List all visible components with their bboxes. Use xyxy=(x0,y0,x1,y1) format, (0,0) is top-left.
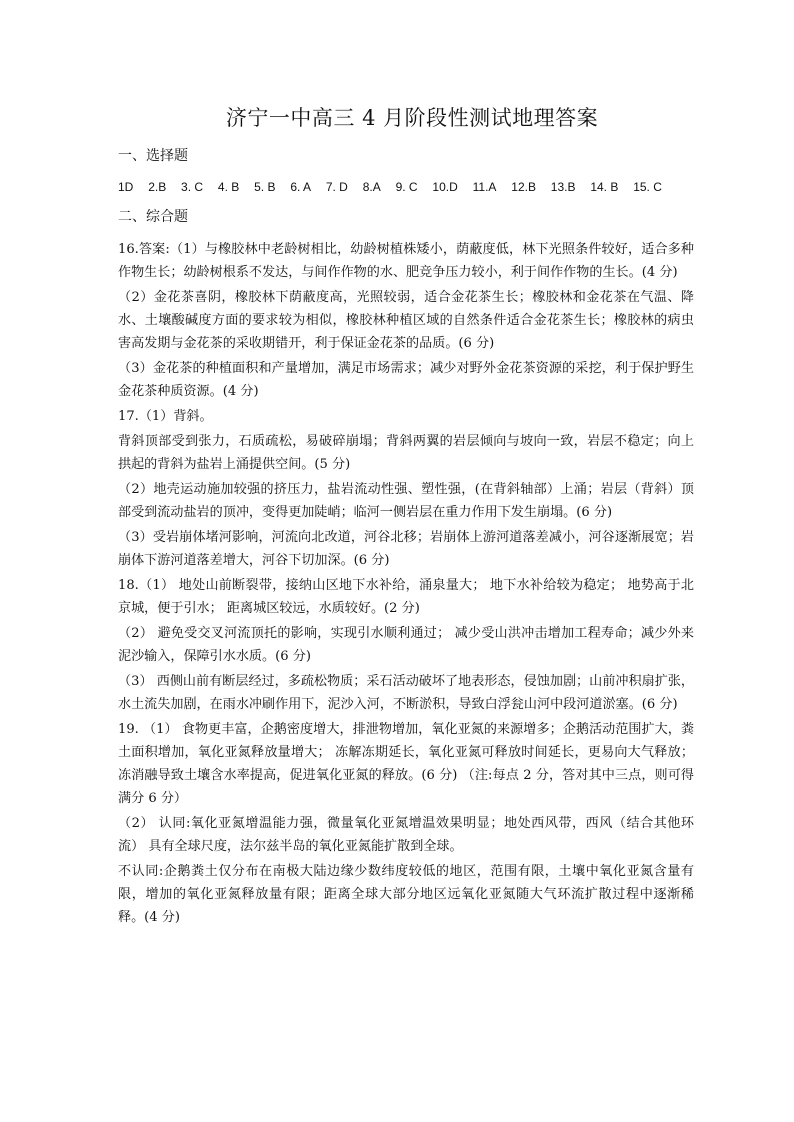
answer-paragraph: 不认同:企鹅粪土仅分布在南极大陆边缘少数纬度较低的地区，范围有限，土壤中氧化亚氮含量有限，增加的氧化亚氮释放量有限；距离全球大部分地区远氧化亚氮随大气环流扩散过程中逐渐稀释。(4 分) xyxy=(118,864,694,925)
mc-answer: 7. D xyxy=(325,180,348,194)
answer-paragraph: （2）金花茶喜阴，橡胶林下荫蔽度高，光照较弱，适合金花茶生长；橡胶林和金花茶在气温、降水、土壤酸碱度方面的要求较为相似，橡胶林种植区域的自然条件适合金花茶生长；橡胶林的病虫害高发期与金花茶的采收期错开，利于保证金花茶的品质。(6 分) xyxy=(118,290,694,351)
mc-answer: 2.B xyxy=(148,180,167,194)
mc-answer: 10.D xyxy=(432,180,458,194)
mc-answer: 3. C xyxy=(181,180,204,194)
mc-answer: 11.A xyxy=(472,180,497,194)
mc-answer: 4. B xyxy=(217,180,240,194)
answer-paragraph: （2） 避免受交叉河流顶托的影响，实现引水顺利通过； 减少受山洪冲击增加工程寿命；减少外来泥沙输入，保障引水水质。(6 分) xyxy=(118,626,694,664)
section-heading-comprehensive: 二、综合题 xyxy=(118,209,188,225)
answer-paragraph: 17.（1）背斜。 xyxy=(118,409,213,424)
answer-paragraph: （2） 认同:氧化亚氮增温能力强，微量氧化亚氮增温效果明显；地处西风带，西风（结合其他环流） 具有全球尺度，法尔兹半岛的氧化亚氮能扩散到全球。 xyxy=(118,816,694,854)
answer-paragraph: 19. （1） 食物更丰富，企鹅密度增大，排泄物增加，氧化亚氮的来源增多；企鹅活动范围扩大，粪土面积增加，氧化亚氮释放量增大； 冻解冻期延长，氧化亚氮可释放时间延长，更易向大气释放； 冻消融导致土壤含水率提高，促进氧化亚氮的释放。(6 分) （注:每点 2 分，答对其中三点，则可得满分 6 分） xyxy=(118,722,694,806)
mc-answer: 6. A xyxy=(290,180,311,194)
answer-paragraph: 16.答案:（1）与橡胶林中老龄树相比，幼龄树植株矮小，荫蔽度低，林下光照条件较好，适合多种作物生长；幼龄树根系不发达，与间作作物的水、肥竞争压力较小，利于间作作物的生长。(4 分) xyxy=(118,242,694,280)
answer-paragraph: 背斜顶部受到张力，石质疏松，易破碎崩塌；背斜两翼的岩层倾向与坡向一致，岩层不稳定；向上拱起的背斜为盐岩上涌提供空间。(5 分) xyxy=(118,434,694,472)
page-title: 济宁一中高三 4 月阶段性测试地理答案 xyxy=(225,106,599,130)
mc-answer: 13.B xyxy=(550,180,576,194)
multiple-choice-answers xyxy=(118,177,694,197)
mc-answer: 1D xyxy=(118,180,134,194)
mc-answer: 15. C xyxy=(633,180,662,194)
mc-answer: 12.B xyxy=(511,180,536,194)
answer-paragraph: （2）地壳运动施加较强的挤压力，盐岩流动性强、塑性强，(在背斜轴部）上涌；岩层（背斜）顶部受到流动盐岩的顶冲，变得更加陡峭；临河一侧岩层在重力作用下发生崩塌。(6 分) xyxy=(118,482,694,520)
mc-answer: 14. B xyxy=(590,180,619,194)
answer-paragraph: 18.（1） 地处山前断裂带，接纳山区地下水补给，涌泉量大； 地下水补给较为稳定； 地势高于北京城，便于引水； 距离城区较远，水质较好。(2 分) xyxy=(118,578,694,616)
answer-paragraph: （3）金花茶的种植面积和产量增加，满足市场需求；减少对野外金花茶资源的采挖，利于保护野生金花茶种质资源。(4 分) xyxy=(118,361,694,399)
mc-answer: 9. C xyxy=(395,180,418,194)
answer-paragraph: （3） 西侧山前有断层经过，多疏松物质；采石活动破坏了地表形态，侵蚀加剧；山前冲积扇扩张，水土流失加剧，在雨水冲刷作用下，泥沙入河，不断淤积，导致白浮瓮山河中段河道淤塞。(6 分) xyxy=(118,674,694,712)
section-heading-multiple-choice: 一、选择题 xyxy=(118,148,188,164)
comprehensive-answers xyxy=(118,238,694,929)
mc-answer: 5. B xyxy=(254,180,276,194)
answer-paragraph: （3）受岩崩体堵河影响，河流向北改道，河谷北移；岩崩体上游河道落差减小，河谷逐渐展宽；岩崩体下游河道落差增大，河谷下切加深。(6 分) xyxy=(118,530,694,568)
mc-answer: 8.A xyxy=(362,180,381,194)
